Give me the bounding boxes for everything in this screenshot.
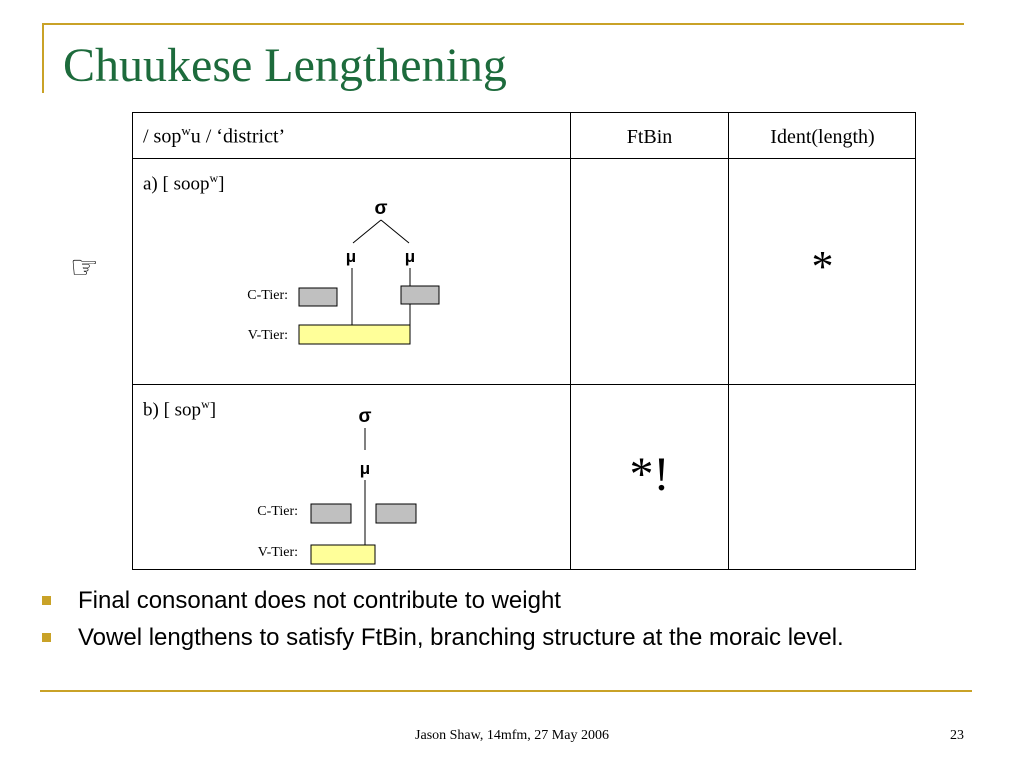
pointing-hand-icon: ☞ (70, 248, 99, 286)
c-tier-label: C-Tier: (257, 504, 298, 519)
candidate-b-bracket: ] (209, 399, 217, 421)
syllable-b: σ (358, 406, 372, 427)
top-rule (42, 23, 964, 25)
candidate-a-text: a) [ soop (143, 173, 210, 195)
input-text: / sop (143, 125, 182, 148)
ot-tableau (132, 112, 916, 570)
page-number: 23 (950, 728, 964, 743)
violation-a-ident: * (811, 242, 834, 291)
consonant-box (376, 504, 416, 523)
diagram-candidate-b (213, 398, 453, 568)
candidate-b-superscript: w (201, 397, 210, 411)
syllable-branch-right (381, 220, 409, 243)
column-divider (728, 113, 729, 569)
left-rule (42, 23, 44, 93)
mora-a-1: μ (345, 247, 357, 266)
row-divider (133, 384, 915, 385)
bottom-rule (40, 690, 972, 692)
diagram-candidate-a (213, 188, 453, 378)
c-tier-label: C-Tier: (247, 288, 288, 303)
constraint-ftbin: FtBin (626, 126, 673, 148)
syllable-a: σ (374, 198, 388, 219)
candidate-b-label (143, 397, 216, 421)
bullet-square-icon (42, 596, 51, 605)
violation-b-ftbin: *! (629, 448, 670, 501)
bullet-square-icon (42, 633, 51, 642)
footer-text: Jason Shaw, 14mfm, 27 May 2006 (415, 728, 609, 743)
bullet-text: Final consonant does not contribute to weight (78, 587, 561, 614)
constraint-ident-length: Ident(length) (770, 126, 875, 148)
slide-title: Chuukese Lengthening (63, 39, 507, 92)
bullet-item (40, 623, 970, 653)
consonant-box (401, 286, 439, 304)
consonant-box (299, 288, 337, 306)
vowel-box-short (311, 545, 375, 564)
input-gloss: u / ‘district’ (190, 125, 286, 148)
bullet-list (40, 586, 970, 660)
syllable-branch-left (353, 220, 381, 243)
mora-b: μ (359, 459, 371, 478)
bullet-text: Vowel lengthens to satisfy FtBin, branching structure at the moraic level. (78, 624, 844, 651)
consonant-box (311, 504, 351, 523)
v-tier-label: V-Tier: (257, 545, 298, 560)
mora-a-2: μ (404, 247, 416, 266)
row-divider (133, 158, 915, 159)
candidate-a-bracket: ] (218, 173, 225, 195)
candidate-a-superscript: w (209, 171, 219, 185)
candidate-b-text: b) [ sop (143, 399, 202, 421)
v-tier-label: V-Tier: (247, 328, 288, 343)
input-superscript: w (181, 123, 191, 138)
tableau-input (143, 123, 285, 149)
vowel-box-long (299, 325, 410, 344)
bullet-item (40, 586, 970, 616)
